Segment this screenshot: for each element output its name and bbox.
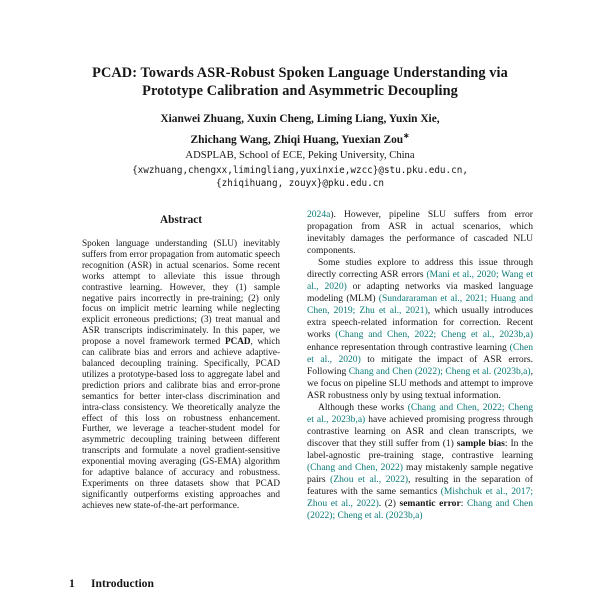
email-line-1: {xwzhuang,chengxx,limingliang,yuxinxie,wzcc}@stu.pku.edu.cn, bbox=[132, 164, 468, 176]
abstract-heading: Abstract bbox=[159, 214, 203, 226]
body-paragraph-some-studies bbox=[307, 257, 533, 402]
citation-link[interactable]: (Chang and Chen, 2022; Cheng et al., 2023b,a) bbox=[307, 401, 533, 425]
paper-header bbox=[0, 64, 600, 191]
citation-link[interactable]: (Sundararaman et al., 2021; Huang and Chen, 2019; Zhu et al., 2021) bbox=[307, 293, 533, 317]
email-line-2: {zhiqihuang, zouyx}@pku.edu.cn bbox=[216, 178, 384, 190]
text-segment: or adapting networks via masked language modeling (MLM) bbox=[307, 281, 533, 305]
citation-link[interactable]: 2024a bbox=[307, 209, 331, 220]
text-segment: , we focus on pipeline SLU methods and attempt to improve ASR robustness only by using textual information. bbox=[307, 365, 533, 401]
section-number: 1 bbox=[69, 577, 75, 590]
text-segment: , which can calibrate bias and errors and achieve adaptive-balanced decoupling training. Specifically, PCAD utilizes a prototype-based loss to aggregate label and prediction priors and calibrate bias and error-prone semantics for better inter-class discrimination and intra-class consistency. We theoretically analyze the effect of this loss on robustness enhancement. Further, we leverage a teacher-student model for asymmetric decoupling training between different transcripts and formulate a novel gradient-sensitive exponential moving averaging (GS-EMA) algorithm for adaptive balance of accuracy and robustness. Experiments on three datasets show that PCAD significantly outperforms existing approaches and achieves new state-of-the-art performance. bbox=[82, 336, 281, 510]
citation-link[interactable]: (Chang and Chen, 2022; Cheng et al., 2023b,a) bbox=[335, 329, 534, 341]
text-segment: : In the label-agnostic pre-training stage, contrastive learning bbox=[307, 437, 533, 461]
body-paragraph-although bbox=[307, 402, 533, 522]
text-segment: to mitigate the impact of ASR errors. Following bbox=[307, 353, 533, 377]
text-segment: PCAD bbox=[225, 336, 251, 347]
author-line-2-text: Zhichang Wang, Zhiqi Huang, Yuexian Zou bbox=[190, 133, 404, 146]
email-block bbox=[0, 164, 600, 191]
paper-title-line-1: PCAD: Towards ASR-Robust Spoken Language Understanding via bbox=[92, 65, 508, 81]
citation-link[interactable]: (Chang and Chen, 2022) bbox=[307, 461, 403, 473]
author-line-2 bbox=[0, 128, 600, 148]
body-paragraph-continuation bbox=[307, 209, 533, 257]
citation-link[interactable]: Chang and Chen (2022); Cheng et al. (2023b,a) bbox=[348, 365, 531, 377]
text-segment: , resulting in the separation of features with the same semantics bbox=[307, 474, 533, 498]
text-segment: have achieved promising progress through contrastive learning on ASR and clean transcripts, we discover that they still suffer from (1) bbox=[307, 413, 533, 449]
left-column bbox=[69, 212, 293, 511]
section-title: Introduction bbox=[91, 577, 154, 590]
citation-link[interactable]: (Chen et al., 2020) bbox=[307, 341, 533, 365]
text-segment: , which usually introduces extra speech-related information for correction. Recent works bbox=[307, 305, 533, 341]
text-segment: Some studies explore to address this issue through directly correcting ASR errors bbox=[307, 257, 533, 281]
citation-link[interactable]: Chang and Chen (2022); Cheng et al. (2023b,a) bbox=[307, 498, 533, 522]
corresponding-author-mark: ∗ bbox=[403, 130, 410, 140]
author-block bbox=[0, 111, 600, 148]
text-segment: Spoken language understanding (SLU) inevitably suffers from error propagation from automatic speech recognition (ASR) in actual scenarios. Some recent works attempt to alleviate this issue through contrastive learning. However, they (1) sample negative pairs incorrectly in pre-training; (2) only focus on implicit metric learning while neglecting explicit erroneous predictions; (3) treat manual and ASR transcripts indiscriminately. In this paper, we propose a novel framework termed bbox=[82, 238, 280, 347]
text-segment: may mistakenly sample negative pairs bbox=[307, 461, 533, 486]
text-segment: semantic error bbox=[399, 498, 461, 510]
citation-link[interactable]: (Mishchuk et al., 2017; Zhou et al., 2022) bbox=[307, 486, 533, 510]
text-segment: sample bias bbox=[456, 437, 505, 449]
text-segment: Although these works bbox=[318, 401, 408, 413]
text-segment: . (2) bbox=[378, 498, 400, 510]
citation-link[interactable]: (Zhou et al., 2022) bbox=[330, 474, 409, 486]
author-line-1: Xianwei Zhuang, Xuxin Cheng, Liming Liang, Yuxin Xie, bbox=[160, 113, 440, 125]
text-segment: ). However, pipeline SLU suffers from error propagation from ASR in actual scenarios, which inevitably damages the performance of cascaded NLU components. bbox=[307, 209, 533, 257]
paper-title-line-2: Prototype Calibration and Asymmetric Decoupling bbox=[142, 83, 458, 99]
right-column bbox=[307, 209, 533, 522]
section-heading-introduction bbox=[69, 577, 293, 590]
citation-link[interactable]: (Mani et al., 2020; Wang et al., 2020) bbox=[307, 269, 534, 293]
affiliation: ADSPLAB, School of ECE, Peking University, China bbox=[185, 149, 415, 161]
text-segment: : bbox=[460, 498, 467, 510]
text-segment: enhance representation through contrastive learning bbox=[307, 341, 510, 353]
abstract-body bbox=[69, 238, 293, 511]
